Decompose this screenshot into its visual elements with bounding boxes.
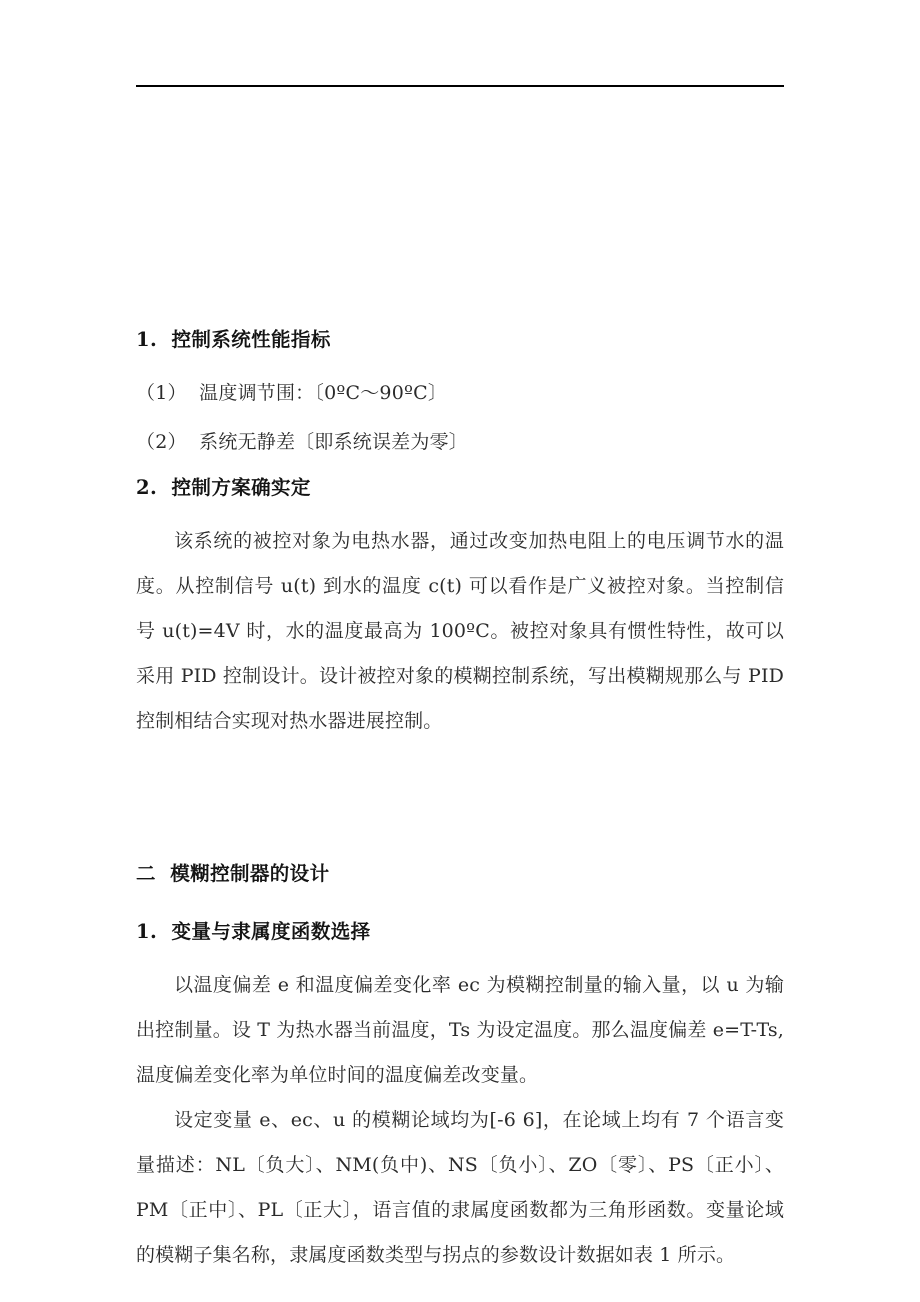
heading-control-system-performance: 1. 控制系统性能指标 <box>136 328 331 351</box>
spacer <box>136 941 784 963</box>
heading-control-scheme-determination: 2. 控制方案确实定 <box>136 475 311 499</box>
paragraph-fuzzy-universe-and-linguistic-variables: 设定变量 e、ec、u 的模糊论域均为[-6 6]，在论域上均有 7 个语言变量描述：NL〔负大〕、NM(负中)、NS〔负小〕、ZO〔零〕、PS〔正小〕、PM〔正中〕、PL〔正大〕，语言值的隶属度函数都为三角形函数。变量论域的模糊子集名称，隶属度函数类型与拐点的参数设计数据如表 1 所示。 <box>136 1109 784 1266</box>
list-item-temperature-range: （1） 温度调节围：〔0ºC～90ºC〕 <box>136 381 448 404</box>
spacer <box>136 452 784 478</box>
spacer <box>136 744 784 864</box>
heading-chapter-two-fuzzy-controller-design: 二 模糊控制器的设计 <box>136 862 330 885</box>
list-item-zero-steady-state-error: （2） 系统无静差〔即系统误差为零〕 <box>136 430 468 453</box>
document-content <box>136 330 784 1278</box>
heading-variable-and-membership-function-selection: 1. 变量与隶属度函数选择 <box>136 919 371 943</box>
spacer <box>136 497 784 519</box>
paragraph-variable-definition: 以温度偏差 e 和温度偏差变化率 ec 为模糊控制量的输入量，以 u 为输出控制量。设 T 为热水器当前温度，Ts 为设定温度。那么温度偏差 e=T-Ts,温度偏差变化率为单位时间的温度偏差改变量。 <box>136 974 784 1086</box>
paragraph-control-scheme-body: 该系统的被控对象为电热水器，通过改变加热电阻上的电压调节水的温度。从控制信号 u(t) 到水的温度 c(t) 可以看作是广义被控对象。当控制信号 u(t)=4V 时，水的温度最高为 100ºC。被控对象具有惯性特性，故可以采用 PID 控制设计。设计被控对象的模糊控制系统，写出模糊规那么与 PID 控制相结合实现对热水器进展控制。 <box>136 530 784 732</box>
header-horizontal-rule <box>136 85 784 87</box>
spacer <box>136 884 784 922</box>
spacer <box>136 403 784 433</box>
spacer <box>136 350 784 384</box>
